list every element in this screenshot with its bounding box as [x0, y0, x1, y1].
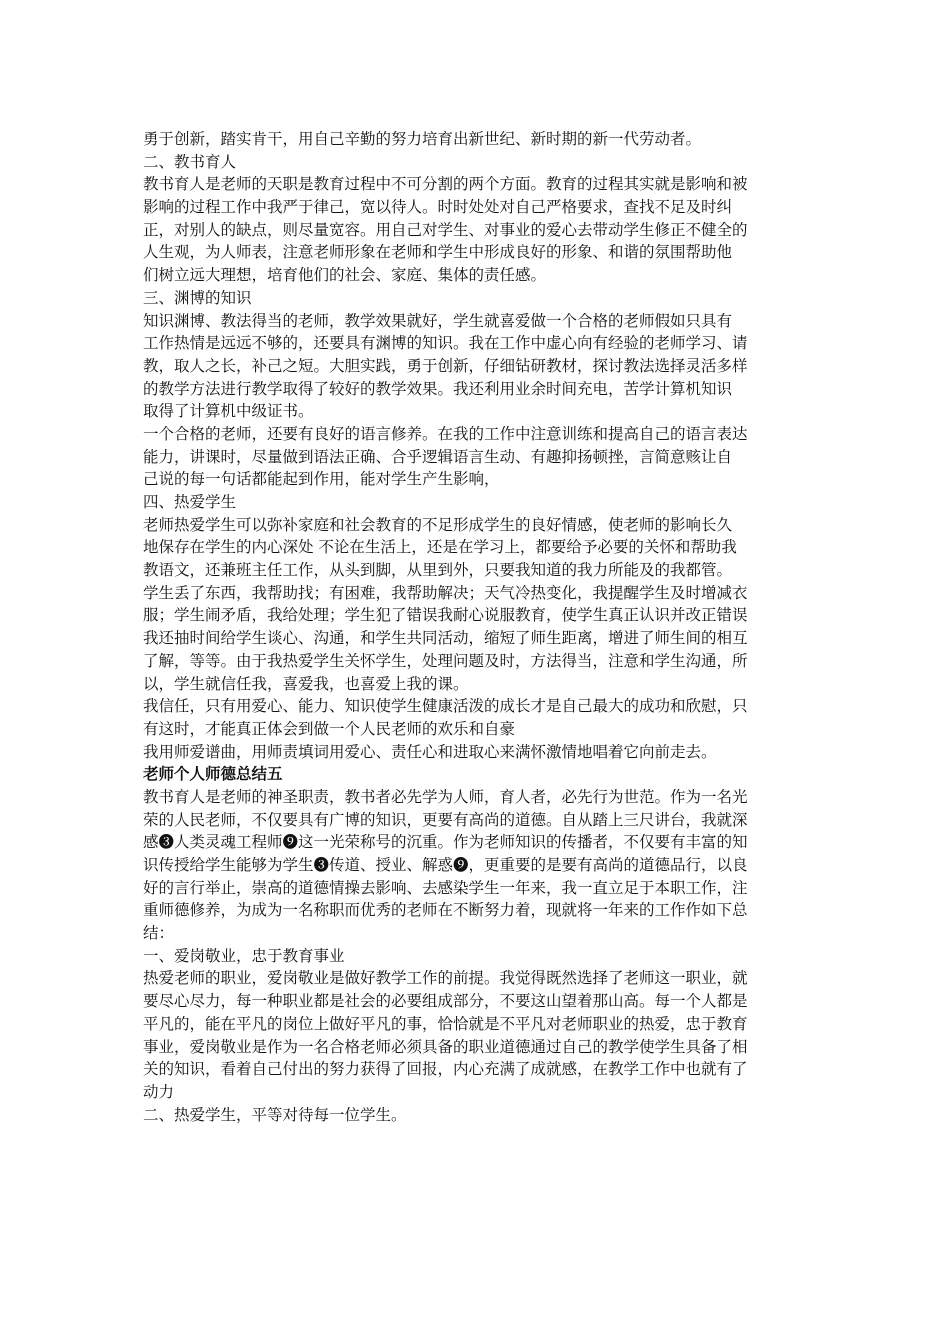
text-line: 己说的每一句话都能起到作用，能对学生产生影响，: [143, 470, 500, 489]
text-line: 平凡的，能在平凡的岗位上做好平凡的事，恰恰就是不平凡对老师职业的热爱，忠于教育: [143, 1014, 748, 1033]
text-line: 热爱老师的职业，爱岗敬业是做好教学工作的前提。我觉得既然选择了老师这一职业，就: [143, 969, 748, 988]
text-line: 了解，等等。由于我热爱学生关怀学生，处理问题及时，方法得当，注意和学生沟通，所: [143, 651, 748, 670]
text-line: 地保存在学生的内心深处 不论在生活上，还是在学习上，都要给予必要的关怀和帮助我: [143, 538, 737, 557]
text-line: 勇于创新，踏实肯干，用自己辛勤的努力培育出新世纪、新时期的新一代劳动者。: [143, 130, 702, 148]
text-line: 事业，爱岗敬业是作为一名合格老师必须具备的职业道德通过自己的教学使学生具备了相: [143, 1037, 748, 1056]
text-line: 知识渊博、教法得当的老师，教学效果就好，学生就喜爱做一个合格的老师假如只具有: [143, 311, 733, 330]
text-line: 荣的人民老师，不仅要具有广博的知识，更要有高尚的道德。自从踏上三尺讲台，我就深: [143, 810, 748, 829]
text-line: 正，对别人的缺点，则尽量宽容。用自己对学生、对事业的爱心去带动学生修正不健全的: [143, 220, 748, 239]
text-line: 们树立远大理想，培育他们的社会、家庭、集体的责任感。: [143, 266, 547, 285]
text-line: 能力，讲课时，尽量做到语法正确、合乎逻辑语言生动、有趣抑扬顿挫，言简意赅让自: [143, 447, 733, 466]
text-line: 的教学方法进行教学取得了较好的教学效果。我还利用业余时间充电，苦学计算机知识: [143, 379, 733, 398]
text-line: 要尽心尽力，每一种职业都是社会的必要组成部分，不要这山望着那山高。每一个人都是: [143, 992, 748, 1011]
text-line: 二、教书育人: [143, 152, 237, 171]
text-line: 四、热爱学生: [143, 493, 237, 511]
text-line: 以，学生就信任我，喜爱我，也喜爱上我的课。: [143, 674, 469, 693]
text-line: 教书育人是老师的神圣职责，教书者必先学为人师，育人者，必先行为世范。作为一名光: [143, 787, 748, 806]
text-line: 二、热爱学生，平等对待每一位学生。: [143, 1105, 407, 1124]
text-line: 教，取人之长，补己之短。大胆实践，勇于创新，仔细钻研教材，探讨教法选择灵活多样: [143, 356, 748, 375]
section-heading: 老师个人师德总结五: [143, 764, 283, 784]
text-line: 一、爱岗敬业，忠于教育事业: [143, 946, 345, 965]
document-body: [143, 128, 807, 1126]
text-line: 教书育人是老师的天职是教育过程中不可分割的两个方面。教育的过程其实就是影响和被: [143, 175, 748, 194]
text-line: 教语文，还兼班主任工作，从头到脚，从里到外，只要我知道的我力所能及的我都管。: [143, 561, 733, 580]
text-line: 有这时，才能真正体会到做一个人民老师的欢乐和自豪: [143, 719, 516, 738]
text-line: 取得了计算机中级证书。: [143, 402, 314, 421]
text-line: 我用师爱谱曲，用师责填词用爱心、责任心和进取心来满怀激情地唱着它向前走去。: [143, 742, 717, 761]
text-line: 影响的过程工作中我严于律己，宽以待人。时时处处对自己严格要求，查找不足及时纠: [143, 198, 733, 217]
text-line: 感❸人类灵魂工程师❾这一光荣称号的沉重。作为老师知识的传播者，不仅要有丰富的知: [143, 833, 748, 852]
text-line: 好的言行举止，崇高的道德情操去影响、去感染学生一年来，我一直立足于本职工作，注: [143, 878, 748, 897]
text-line: 人生观，为人师表，注意老师形象在老师和学生中形成良好的形象、和谐的氛围帮助他: [143, 243, 733, 262]
text-line: 动力: [143, 1082, 175, 1101]
text-line: 关的知识，看着自己付出的努力获得了回报，内心充满了成就感，在教学工作中也就有了: [143, 1060, 748, 1079]
text-line: 识传授给学生能够为学生❸传道、授业、解惑❾，更重要的是要有高尚的道德品行，以良: [143, 856, 748, 874]
text-line: 我还抽时间给学生谈心、沟通，和学生共同活动，缩短了师生距离，增进了师生间的相互: [143, 629, 748, 648]
text-line: 我信任，只有用爱心、能力、知识使学生健康活泼的成长才是自己最大的成功和欣慰，只: [143, 697, 748, 716]
text-line: 三、渊博的知识: [143, 288, 252, 307]
text-line: 学生丢了东西，我帮助找；有困难，我帮助解决；天气冷热变化，我提醒学生及时增减衣: [143, 583, 748, 602]
text-line: 一个合格的老师，还要有良好的语言修养。在我的工作中注意训练和提高自己的语言表达: [143, 424, 748, 443]
text-line: 重师德修养，为成为一名称职而优秀的老师在不断努力着，现就将一年来的工作作如下总: [143, 901, 748, 920]
text-line: 工作热情是远远不够的，还要具有渊博的知识。我在工作中虚心向有经验的老师学习、请: [143, 334, 748, 353]
text-line: 服；学生闹矛盾，我给处理；学生犯了错误我耐心说服教育，使学生真正认识并改正错误: [143, 606, 748, 625]
text-line: 老师热爱学生可以弥补家庭和社会教育的不足形成学生的良好情感，使老师的影响长久: [143, 515, 733, 534]
text-line: 结：: [143, 924, 175, 943]
